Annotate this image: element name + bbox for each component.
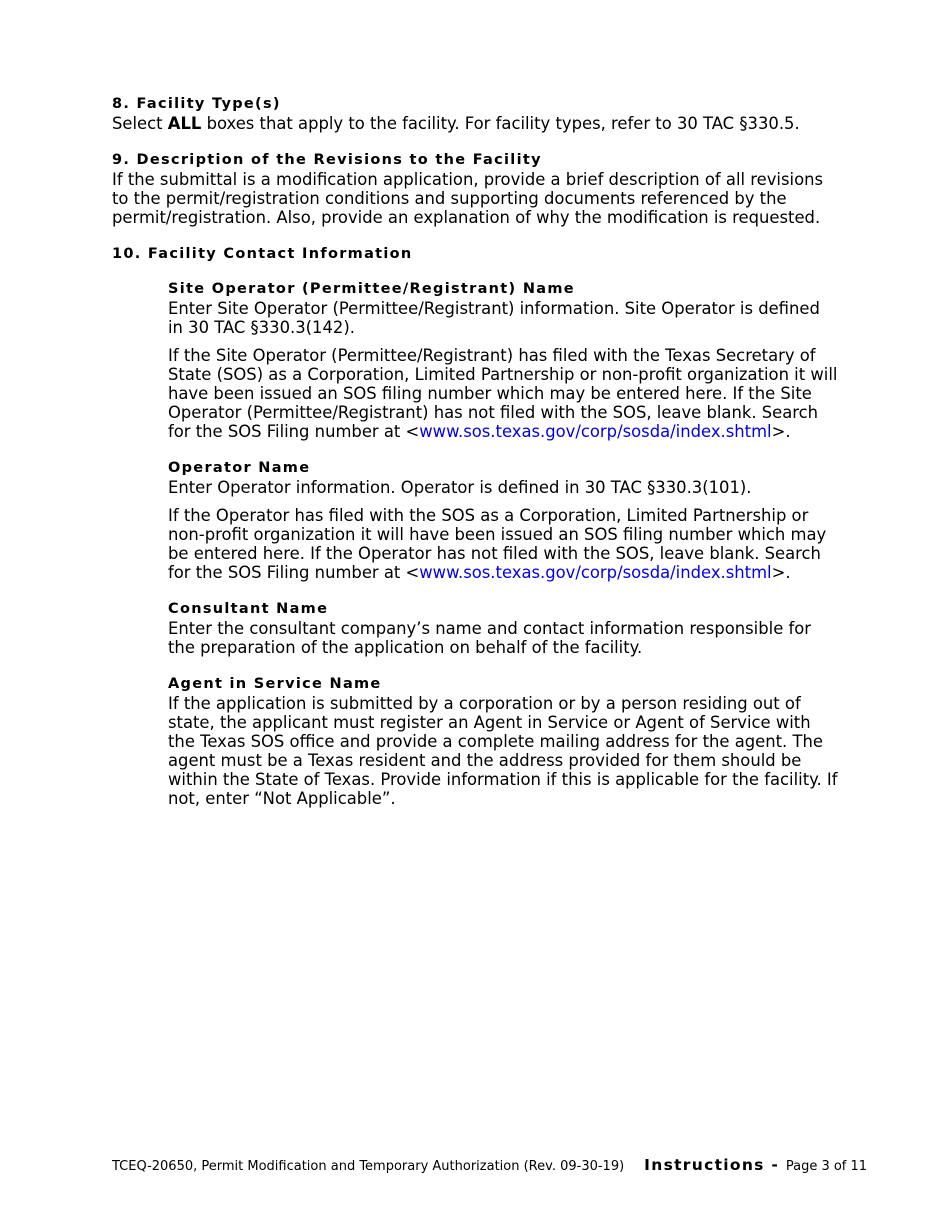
subsection-heading: Agent in Service Name xyxy=(168,676,382,692)
section-heading: 8. Facility Type(s) xyxy=(112,96,281,112)
subsection-text xyxy=(168,506,840,582)
footer-instructions: Instructions - xyxy=(644,1156,786,1174)
text-run: >. xyxy=(771,422,791,441)
section-heading: 10. Facility Contact Information xyxy=(112,246,413,262)
subsection-text: Enter the consultant company’s name and contact information responsible for the preparation of the application on behalf of the facility. xyxy=(168,619,812,657)
section-facility-contact xyxy=(112,245,840,264)
document-body xyxy=(112,95,840,826)
section-description-revisions xyxy=(112,151,840,227)
section-text: If the submittal is a modification application, provide a brief description of all revisions to the permit/registration conditions and supporting documents referenced by the permit/registration. Also, provide an explanation of why the modification is requested. xyxy=(112,170,824,227)
sos-search-link[interactable]: www.sos.texas.gov/corp/sosda/index.shtml xyxy=(419,563,772,582)
page-footer xyxy=(112,1156,868,1176)
footer-page-number: Page 3 of 11 xyxy=(785,1159,868,1174)
subsection-text: Enter Operator information. Operator is defined in 30 TAC §330.3(101). xyxy=(168,478,752,497)
subsection-heading: Consultant Name xyxy=(168,601,329,617)
section-text xyxy=(112,114,840,133)
subsection-heading: Operator Name xyxy=(168,460,311,476)
text-run: >. xyxy=(771,563,791,582)
section-facility-type xyxy=(112,95,840,133)
subsection-operator xyxy=(168,459,840,582)
text-run: If the Operator has filed with the SOS as a Corporation, Limited Partnership or non-profit organization it will have been issued an SOS filing number which may be entered here. If the Operator has not filed with the SOS, leave blank. Search for the SOS Filing number at < xyxy=(168,506,827,582)
subsection-text: Enter Site Operator (Permittee/Registrant) information. Site Operator is defined in 30 TAC §330.3(142). xyxy=(168,299,820,337)
subsection-site-operator xyxy=(168,280,840,441)
subsection-text xyxy=(168,346,840,441)
footer-form-id: TCEQ-20650, Permit Modification and Temporary Authorization (Rev. 09-30-19) xyxy=(112,1159,625,1174)
section-heading: 9. Description of the Revisions to the Facility xyxy=(112,152,542,168)
emphasis-all: ALL xyxy=(167,114,202,133)
subsection-text: If the application is submitted by a corporation or by a person residing out of state, the applicant must register an Agent in Service or Agent of Service with the Texas SOS office and provide a complete mailing address for the agent. The agent must be a Texas resident and the address provided for them should be within the State of Texas. Provide information if this is applicable for the facility. If not, enter “Not Applicable”. xyxy=(168,694,838,808)
text-run: Select xyxy=(112,114,168,133)
sos-search-link[interactable]: www.sos.texas.gov/corp/sosda/index.shtml xyxy=(419,422,772,441)
subsection-consultant xyxy=(168,600,840,657)
text-run: boxes that apply to the facility. For facility types, refer to 30 TAC §330.5. xyxy=(201,114,800,133)
text-run: If the Site Operator (Permittee/Registrant) has filed with the Texas Secretary of State (SOS) as a Corporation, Limited Partnership or non-profit organization it will have been issued an SOS filing number which may be entered here. If the Site Operator (Permittee/Registrant) has not filed with the SOS, leave blank. Search for the SOS Filing number at < xyxy=(168,346,838,441)
subsection-agent xyxy=(168,675,840,808)
subsection-heading: Site Operator (Permittee/Registrant) Name xyxy=(168,281,575,297)
